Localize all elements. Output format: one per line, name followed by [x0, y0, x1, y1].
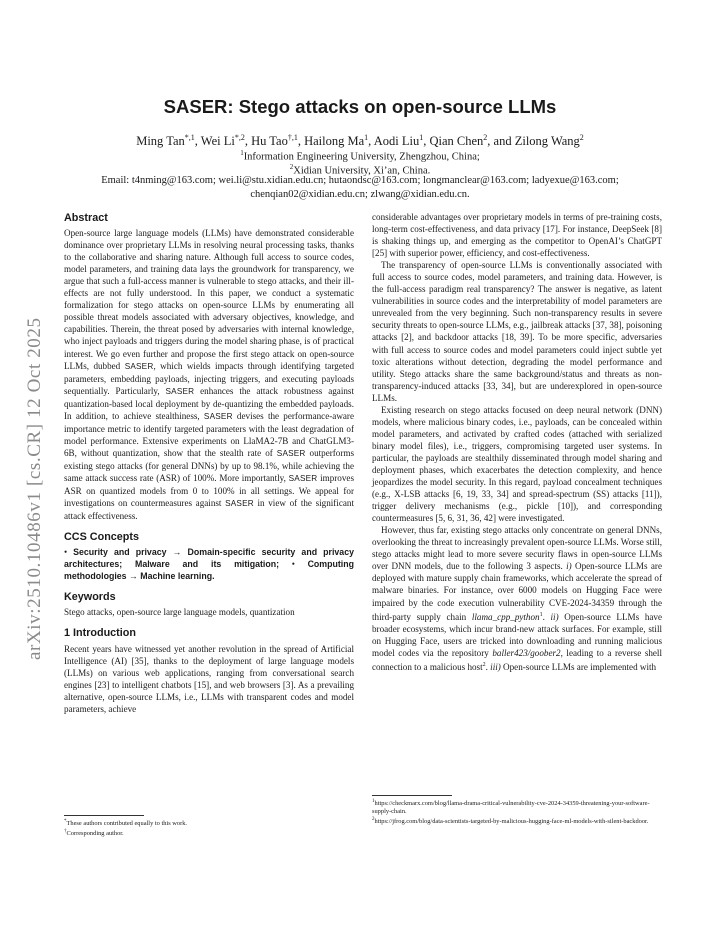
arxiv-identifier: arXiv:2510.10486v1 [cs.CR] 12 Oct 2025	[24, 317, 45, 660]
intro-paragraph-4: Existing research on stego attacks focused on deep neural network (DNN) models, where malicious binary codes, i.e., payloads, can be concealed within model parameters, and activated by crafted codes (attached with serialized binary model files), i.e., triggers, compromising targeted user systems. In particular, the payloads are stealthily disseminated through model sharing and deployment phases, which exacerbates the detection complexity, and hence jeopardizes the model security. In this regard, payload concealment techniques (e.g., X-LSB attacks [6, 19, 33, 34] and spread-spectrum (SS) attacks [11]), trigger delivery mechanisms (e.g., pickle [10]), and corresponding countermeasures [5, 6, 31, 36, 42] were investigated.	[372, 404, 662, 524]
footnote-rule-left	[64, 815, 144, 816]
footnotes-right	[372, 798, 662, 826]
author-name: Zilong Wang	[514, 134, 580, 149]
intro-paragraph-5: However, thus far, existing stego attacks only concentrate on general DNNs, overlooking the threat to increasingly prevalent open-source LLMs. Worse still, stego attacks might lead to more severe security flaws in open-source LLMs over DNN models, due to the following 3 aspects. i) Open-source LLMs are deployed with mature supply chain frameworks, which accelerate the spread of malware binaries. For instance, over 6000 models on Hugging Face were impaired by the code execution vulnerability CVE-2024-34359 through the third-party supply chain llama_cpp_python$^1$. ii) Open-source LLMs have broader ecosystems, which incur brand-new attack surfaces. For example, still on Hugging Face, users are tricked into downloading and running malicious model codes via the repository baller423/goober2, leading to a reverse shell connection to a malicious host$^2$. iii) Open-source LLMs are implemented with	[372, 525, 663, 672]
footnote-url-1: $^1$https://checkmarx.com/blog/llama-drama-critical-vulnerability-cve-2024-34359-threatening-your-software-supply-chain.	[372, 799, 650, 816]
intro-paragraph-3: The transparency of open-source LLMs is conventionally associated with full access to source codes, model parameters, and training data. However, is the full-access paradigm real transparency? The answer is negative, as latent vulnerabilities in source codes and the interpretability of model parameters are unrevealed from the very beginning. Such non-transparency results in severe security threats to open-source LLMs, e.g., jailbreak attacks [37, 38], poisoning attacks [2], and backdoor attacks [18, 39]. To be more specific, adversaries with full access to source codes and model parameters could inject subtle yet toxic alterations without detection, degrading the model performance and utility. Stego attacks share the same background/status and threats as non-transparency-induced attacks [33, 34], but are underexplored in open-source LLMs.	[372, 260, 662, 403]
affiliation-2: $^2$Xidian University, Xi’an, China.	[289, 163, 431, 177]
footnote-equal-contribution: *These authors contributed equally to this work.	[64, 819, 188, 828]
email-line-2: chenqian02@xidian.edu.cn; zlwang@xidian.edu.cn.	[250, 189, 470, 200]
author-name: Qian Chen	[429, 134, 484, 149]
ccs-concepts: • Security and privacy → Domain-specific security and privacy architectures; Malware and its mitigation; • Computing methodologies → Machine learning.	[64, 547, 354, 582]
paper-title: SASER: Stego attacks on open-source LLMs	[163, 96, 557, 117]
footnote-rule-right	[372, 795, 452, 796]
ccs-heading: CCS Concepts	[64, 531, 139, 544]
author-name: Ming Tan	[136, 134, 185, 149]
author-name: Aodi Liu	[373, 134, 420, 149]
author-name: Hailong Ma	[304, 134, 365, 149]
footnotes-left	[64, 818, 354, 838]
email-line-1: Email: t4nming@163.com; wei.li@stu.xidian.edu.cn; hutaondsc@163.com; longmanclear@163.com; ladyexue@163.com;	[101, 175, 619, 186]
intro-paragraph-2: considerable advantages over proprietary models in terms of pre-training costs, long-term cost-effectiveness, and data privacy [17]. For instance, DeepSeek [8] is shaking things up, and emerging as the competitor to OpenAI’s ChatGPT [25] with superior power, efficiency, and cost-effectiveness.	[372, 212, 662, 259]
author-name: Wei Li	[200, 134, 235, 149]
left-column	[64, 212, 354, 715]
keywords-heading: Keywords	[64, 591, 116, 604]
right-column	[372, 211, 662, 673]
abstract-heading: Abstract	[64, 212, 108, 224]
footnote-url-2: $^2$https://jfrog.com/blog/data-scientists-targeted-by-malicious-hugging-face-ml-models-with-silent-backdoor.	[372, 817, 649, 826]
introduction-heading: 1 Introduction	[64, 627, 136, 640]
author-name: Hu Tao	[251, 134, 288, 149]
keywords-text: Stego attacks, open-source large language models, quantization	[64, 607, 295, 618]
intro-paragraph-1: Recent years have witnessed yet another revolution in the spread of Artificial Intelligence (AI) [35], thanks to the deployment of large language models (LLMs) on various web applications, ranging from conversational search engines [23] to intelligent chatbots [15], and web browsers [3]. As a prevailing alternative, open-source LLMs, i.e., LLMs with transparent codes and model parameters, achieve	[64, 643, 354, 714]
footnote-corresponding: †Corresponding author.	[64, 829, 124, 838]
author-list: Ming Tan$^{*,1}$, Wei $Li^{*,2}$, Hu Tao$^{\dagger,1}$, Hailong Ma$^1$, Aodi Liu$^1$, Qian Chen$^2$, and Zilong Wang$^2$	[136, 133, 584, 149]
affiliation-1: $^1$Information Engineering University, Zhengzhou, China;	[240, 149, 480, 163]
abstract-text: Open-source large language models (LLMs) have demonstrated considerable dominance over proprietary LLMs in resolving neural processing tasks, thanks to the collaborative and sharing nature. Although full access to source codes, model parameters, and training data lays the groundwork for transparency, we argue that such a full-access manner is vulnerable to stego attacks, and their ill-effects are not fully understood. In this paper, we conduct a systematic formalization for stego attacks on open-source LLMs by enumerating all possible threat models associated with adversary objectives, knowledge, and capabilities. Therein, the threat posed by adversaries with internal knowledge, who inject payloads and triggers during the model sharing phase, is of practical interest. We go even further and propose the first stego attack on open-source LLMs, dubbed SASER, which wields impacts through identifying targeted parameters, embedding payloads, injecting triggers, and executing payloads sequentially. Particularly, SASER enhances the attack robustness against quantization-based local deployment by de-quantizing the embedded payloads. In addition, to achieve stealthiness, SASER devises the performance-aware importance metric to identify targeted parameters with the least degradation of model performance. Extensive experiments on LlaMA2-7B and ChatGLM3-6B, without quantization, show that the stealth rate of SASER outperforms existing stego attacks (for general DNNs) by up to 98.1%, while achieving the same attack success rate (ASR) of 100%. More importantly, SASER improves ASR on quantized models from 0 to 100% in all settings. We appeal for investigations on countermeasures against SASER in view of the significant attack effectiveness.	[64, 228, 354, 522]
